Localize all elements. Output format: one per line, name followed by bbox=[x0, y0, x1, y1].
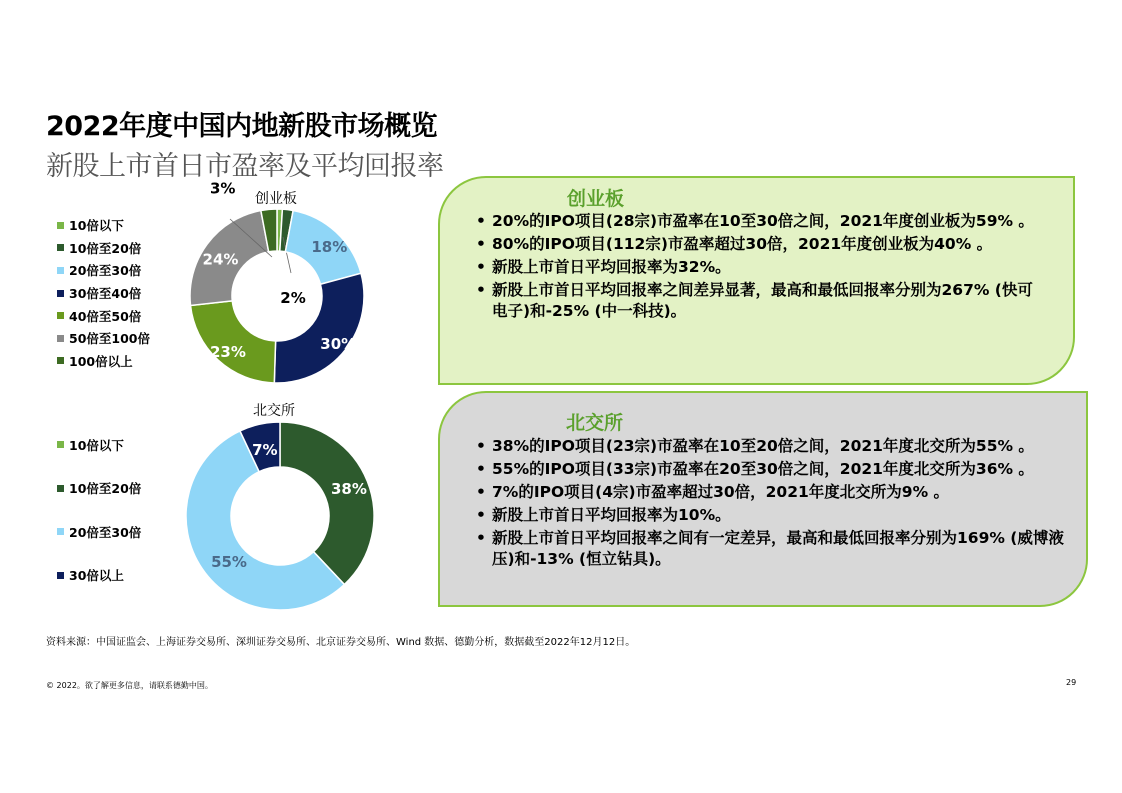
bullet-item: • 80%的IPO项目(112宗)市盈率超过30倍，2021年度创业板为40% 。 bbox=[476, 234, 1044, 255]
legend-chinext bbox=[57, 214, 150, 372]
legend-item bbox=[57, 510, 141, 554]
bullet-item: • 新股上市首日平均回报率为10%。 bbox=[476, 505, 1074, 526]
legend-swatch bbox=[57, 222, 64, 229]
chart-title-bse: 北交所 bbox=[253, 403, 295, 419]
source-note: 资料来源：中国证监会、上海证券交易所、深圳证券交易所、北京证券交易所、Wind 数据、德勤分析，数据截至2022年12月12日。 bbox=[46, 637, 636, 648]
data-label: 3% bbox=[209, 179, 236, 198]
data-label: 7% bbox=[252, 441, 278, 460]
legend-label: 10倍至20倍 bbox=[69, 240, 142, 256]
legend-swatch bbox=[57, 441, 64, 448]
legend-swatch bbox=[57, 335, 64, 342]
bullet-item: • 38%的IPO项目(23宗)市盈率在10至20倍之间，2021年度北交所为55% 。 bbox=[476, 436, 1074, 457]
bullet-item: • 新股上市首日平均回报率之间有一定差异，最高和最低回报率分别为169% (威博液压)和-13% (恒立钻具)。 bbox=[476, 528, 1074, 570]
legend-item bbox=[57, 282, 150, 305]
data-label: 2% bbox=[280, 289, 306, 307]
panel-title-bse: 北交所 bbox=[566, 412, 624, 434]
page-title: 2022年度中国内地新股市场概览 bbox=[46, 111, 438, 142]
legend-label: 30倍以上 bbox=[69, 568, 124, 584]
data-label: 24% bbox=[202, 250, 239, 269]
legend-item bbox=[57, 237, 150, 260]
legend-item bbox=[57, 350, 150, 373]
legend-swatch bbox=[57, 244, 64, 251]
legend-label: 30倍至40倍 bbox=[69, 286, 142, 302]
legend-item bbox=[57, 214, 150, 237]
legend-swatch bbox=[57, 267, 64, 274]
donut-chart-bse bbox=[186, 422, 374, 610]
bullet-item: • 新股上市首日平均回报率之间差异显著，最高和最低回报率分别为267% (快可电子)和-25% (中一科技)。 bbox=[476, 280, 1044, 322]
donut-slice bbox=[280, 422, 374, 585]
bullets-chinext bbox=[476, 211, 1044, 324]
chart-title-chinext: 创业板 bbox=[255, 191, 297, 207]
copyright: © 2022。欲了解更多信息，请联系德勤中国。 bbox=[46, 681, 213, 690]
legend-label: 10倍以下 bbox=[69, 218, 124, 234]
legend-item bbox=[57, 259, 150, 282]
legend-bse bbox=[57, 423, 141, 597]
legend-item bbox=[57, 304, 150, 327]
legend-swatch bbox=[57, 357, 64, 364]
data-label: 55% bbox=[211, 553, 247, 572]
data-label: 23% bbox=[209, 342, 246, 361]
legend-item bbox=[57, 554, 141, 598]
legend-swatch bbox=[57, 312, 64, 319]
page-subtitle: 新股上市首日市盈率及平均回报率 bbox=[46, 151, 444, 182]
data-label: 38% bbox=[330, 480, 367, 499]
bullets-bse bbox=[476, 436, 1074, 572]
legend-item bbox=[57, 327, 150, 350]
legend-item bbox=[57, 467, 141, 511]
legend-label: 40倍至50倍 bbox=[69, 308, 142, 324]
legend-item bbox=[57, 423, 141, 467]
panel-title-chinext: 创业板 bbox=[567, 188, 625, 210]
legend-swatch bbox=[57, 485, 64, 492]
legend-label: 10倍至20倍 bbox=[69, 481, 142, 497]
legend-swatch bbox=[57, 290, 64, 297]
legend-label: 100倍以上 bbox=[69, 353, 133, 369]
legend-label: 10倍以下 bbox=[69, 437, 124, 453]
legend-swatch bbox=[57, 572, 64, 579]
data-label: 18% bbox=[311, 238, 348, 257]
bullet-item: • 新股上市首日平均回报率为32%。 bbox=[476, 257, 1044, 278]
page-number: 29 bbox=[1066, 678, 1077, 687]
legend-swatch bbox=[57, 528, 64, 535]
bullet-item: • 55%的IPO项目(33宗)市盈率在20至30倍之间，2021年度北交所为36% 。 bbox=[476, 459, 1074, 480]
legend-label: 20倍至30倍 bbox=[69, 263, 142, 279]
bullet-item: • 7%的IPO项目(4宗)市盈率超过30倍，2021年度北交所为9% 。 bbox=[476, 482, 1074, 503]
bullet-item: • 20%的IPO项目(28宗)市盈率在10至30倍之间，2021年度创业板为59% 。 bbox=[476, 211, 1044, 232]
legend-label: 50倍至100倍 bbox=[69, 331, 150, 347]
legend-label: 20倍至30倍 bbox=[69, 524, 142, 540]
data-label: 30% bbox=[320, 335, 357, 354]
panel-chinext bbox=[438, 176, 1075, 385]
panel-bse bbox=[438, 391, 1088, 607]
